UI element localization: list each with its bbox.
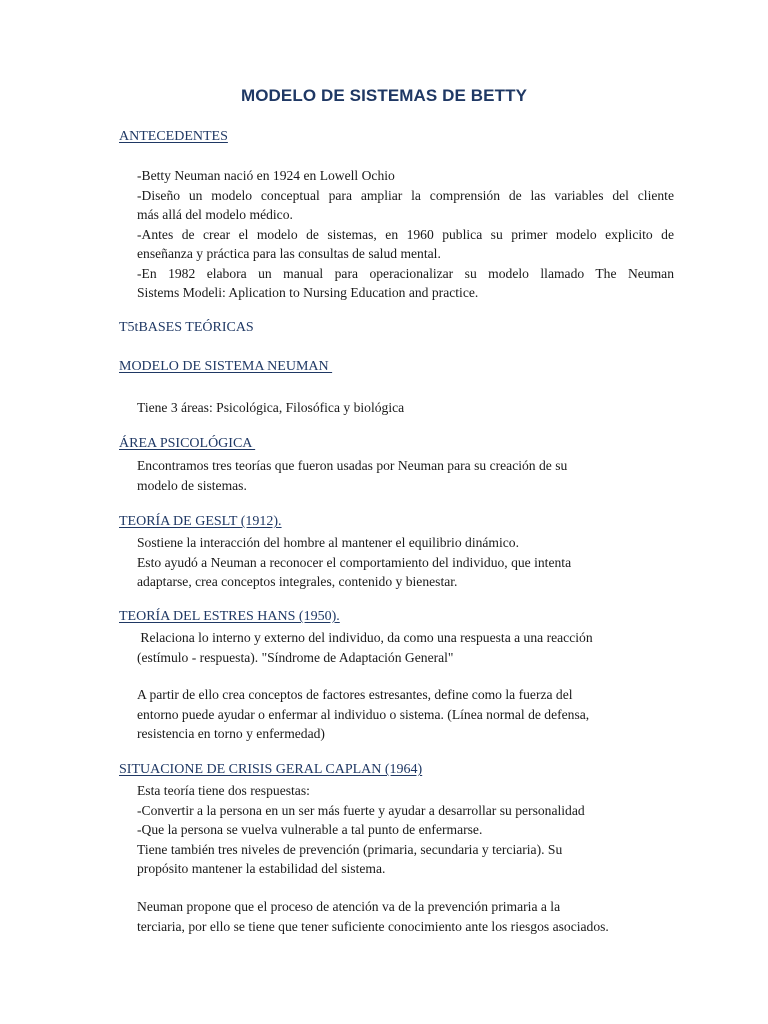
paragraph-crisis-2 — [137, 897, 674, 936]
text-line: -Antes de crear el modelo de sistemas, en 1960 publica su primer modelo explicito de — [137, 226, 674, 242]
heading-teoria-estres: TEORÍA DEL ESTRES HANS (1950). — [119, 609, 340, 624]
text-line: -Que la persona se vuelva vulnerable a tal punto de enfermarse. — [137, 822, 483, 837]
heading-antecedentes: ANTECEDENTES — [119, 129, 228, 144]
heading-bases-teoricas: T5tBASES TEÓRICAS — [119, 320, 254, 335]
text-line: Encontramos tres teorías que fueron usadas por Neuman para su creación de su — [137, 458, 568, 473]
paragraph-modelo — [137, 398, 674, 418]
paragraph-area — [137, 456, 674, 495]
text-line: Tiene también tres niveles de prevención (primaria, secundaria y terciaria). Su — [137, 841, 563, 857]
text-line: entorno puede ayudar o enfermar al individuo o sistema. (Línea normal de defensa, — [137, 706, 590, 722]
text-line: A partir de ello crea conceptos de factores estresantes, define como la fuerza del — [137, 687, 573, 702]
paragraph-crisis-1 — [137, 781, 674, 879]
text-line: (estímulo - respuesta). "Síndrome de Adaptación General" — [137, 649, 454, 665]
text-line: propósito mantener la estabilidad del sistema. — [137, 861, 386, 876]
text-line: -Betty Neuman nació en 1924 en Lowell Ochio — [137, 168, 395, 183]
text-line: -Convertir a la persona en un ser más fuerte y ayudar a desarrollar su personalidad — [137, 802, 585, 818]
text-line: Sistems Modeli: Aplication to Nursing Education and practice. — [137, 285, 479, 300]
document-title: MODELO DE SISTEMAS DE BETTY — [240, 86, 528, 105]
paragraph-antecedentes — [137, 166, 674, 303]
text-line: Neuman propone que el proceso de atención va de la prevención primaria a la — [137, 899, 561, 914]
text-line: enseñanza y práctica para las consultas de salud mental. — [137, 246, 441, 261]
text-line: Relaciona lo interno y externo del individuo, da como una respuesta a una reacción — [137, 630, 593, 645]
heading-situacion-crisis: SITUACIONE DE CRISIS GERAL CAPLAN (1964) — [119, 762, 423, 777]
text-line: Sostiene la interacción del hombre al mantener el equilibrio dinámico. — [137, 535, 520, 550]
text-line: -En 1982 elabora un manual para operacionalizar su modelo llamado The Neuman — [137, 265, 674, 281]
heading-teoria-geslt: TEORÍA DE GESLT (1912). — [119, 514, 282, 529]
paragraph-estres-1 — [137, 628, 674, 667]
paragraph-estres-2 — [137, 685, 674, 744]
text-line: modelo de sistemas. — [137, 477, 247, 493]
heading-area-psicologica: ÁREA PSICOLÓGICA — [119, 436, 256, 451]
text-line: Esta teoría tiene dos respuestas: — [137, 783, 310, 798]
text-line: Esto ayudó a Neuman a reconocer el comportamiento del individuo, que intenta — [137, 554, 572, 570]
paragraph-geslt — [137, 533, 674, 592]
text-line: Tiene 3 áreas: Psicológica, Filosófica y biológica — [137, 400, 405, 415]
text-line: resistencia en torno y enfermedad) — [137, 726, 325, 741]
text-line: adaptarse, crea conceptos integrales, contenido y bienestar. — [137, 574, 458, 589]
text-line: más allá del modelo médico. — [137, 207, 293, 222]
text-line: -Diseño un modelo conceptual para ampliar la comprensión de las variables del cliente — [137, 187, 674, 203]
text-line: terciaria, por ello se tiene que tener suficiente conocimiento ante los riesgos asociados. — [137, 918, 609, 934]
heading-modelo-sistema: MODELO DE SISTEMA NEUMAN — [119, 359, 333, 374]
